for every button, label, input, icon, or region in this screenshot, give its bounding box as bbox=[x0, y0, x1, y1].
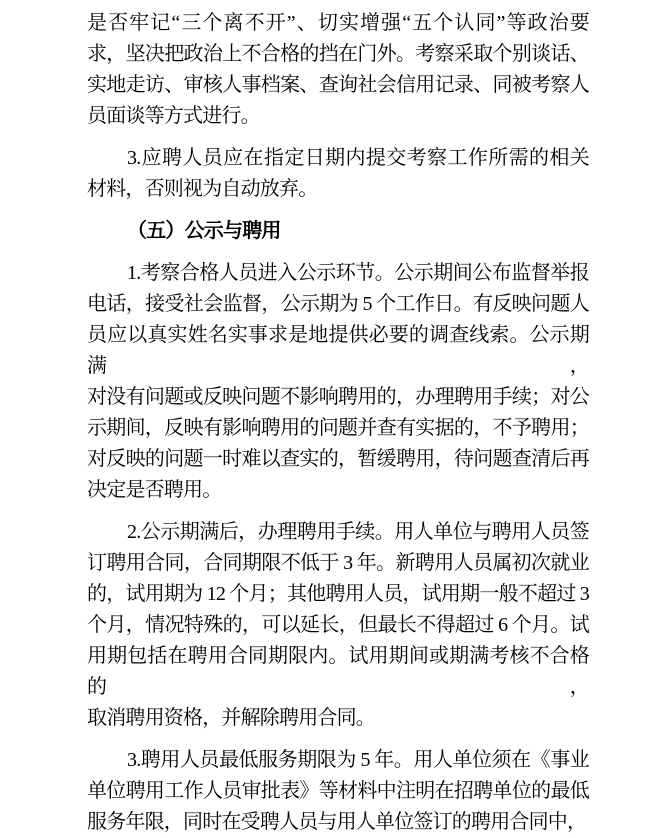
text-line: 实地走访、审核人事档案、查询社会信用记录、同被考察人 bbox=[87, 74, 589, 96]
text-line: 决定是否聘用。 bbox=[87, 479, 222, 501]
text-line: 示期间，反映有影响聘用的问题并查有实据的，不予聘用； bbox=[87, 417, 589, 439]
section-heading bbox=[87, 216, 589, 247]
text-line: 员应以真实姓名实事求是地提供必要的调查线索。公示期满， bbox=[87, 324, 589, 377]
text-line: 的，试用期为 12 个月；其他聘用人员，试用期一般不超过 3 bbox=[87, 583, 589, 605]
text-line: 3.聘用人员最低服务期限为 5 年。用人单位须在《事业 bbox=[127, 749, 589, 771]
text-line: 服务年限，同时在受聘人员与用人单位签订的聘用合同中， bbox=[87, 811, 587, 833]
paragraph bbox=[87, 745, 589, 838]
text-line: 对反映的问题一时难以查实的，暂缓聘用，待问题查清后再 bbox=[87, 448, 589, 470]
paragraph bbox=[87, 143, 589, 205]
text-line: 电话，接受社会监督，公示期为 5 个工作日。有反映问题人 bbox=[87, 293, 589, 315]
text-line: 单位聘用工作人员审批表》等材料中注明在招聘单位的最低 bbox=[87, 780, 589, 802]
text-line: 求，坚决把政治上不合格的挡在门外。考察采取个别谈话、 bbox=[87, 43, 589, 65]
text-line: 材料，否则视为自动放弃。 bbox=[87, 178, 318, 200]
text-line: 取消聘用资格，并解除聘用合同。 bbox=[87, 707, 375, 729]
paragraph bbox=[87, 8, 589, 132]
heading-text-line: （五）公示与聘用 bbox=[127, 220, 281, 242]
text-line: 对没有问题或反映问题不影响聘用的，办理聘用手续；对公 bbox=[87, 386, 589, 408]
paragraph bbox=[87, 517, 589, 734]
text-line: 订聘用合同，合同期限不低于 3 年。新聘用人员属初次就业 bbox=[87, 552, 589, 574]
text-line: 1.考察合格人员进入公示环节。公示期间公布监督举报 bbox=[127, 262, 589, 284]
text-line: 是否牢记“三个离不开”、切实增强“五个认同”等政治要 bbox=[87, 12, 589, 34]
text-line: 3.应聘人员应在指定日期内提交考察工作所需的相关 bbox=[127, 147, 589, 169]
text-line: 2.公示期满后，办理聘用手续。用人单位与聘用人员签 bbox=[127, 521, 589, 543]
paragraph bbox=[87, 258, 589, 506]
text-line: 用期包括在聘用合同期限内。试用期间或期满考核不合格的， bbox=[87, 645, 589, 698]
text-line: 员面谈等方式进行。 bbox=[87, 105, 260, 127]
text-line: 个月，情况特殊的，可以延长，但最长不得超过 6 个月。试 bbox=[87, 614, 589, 636]
